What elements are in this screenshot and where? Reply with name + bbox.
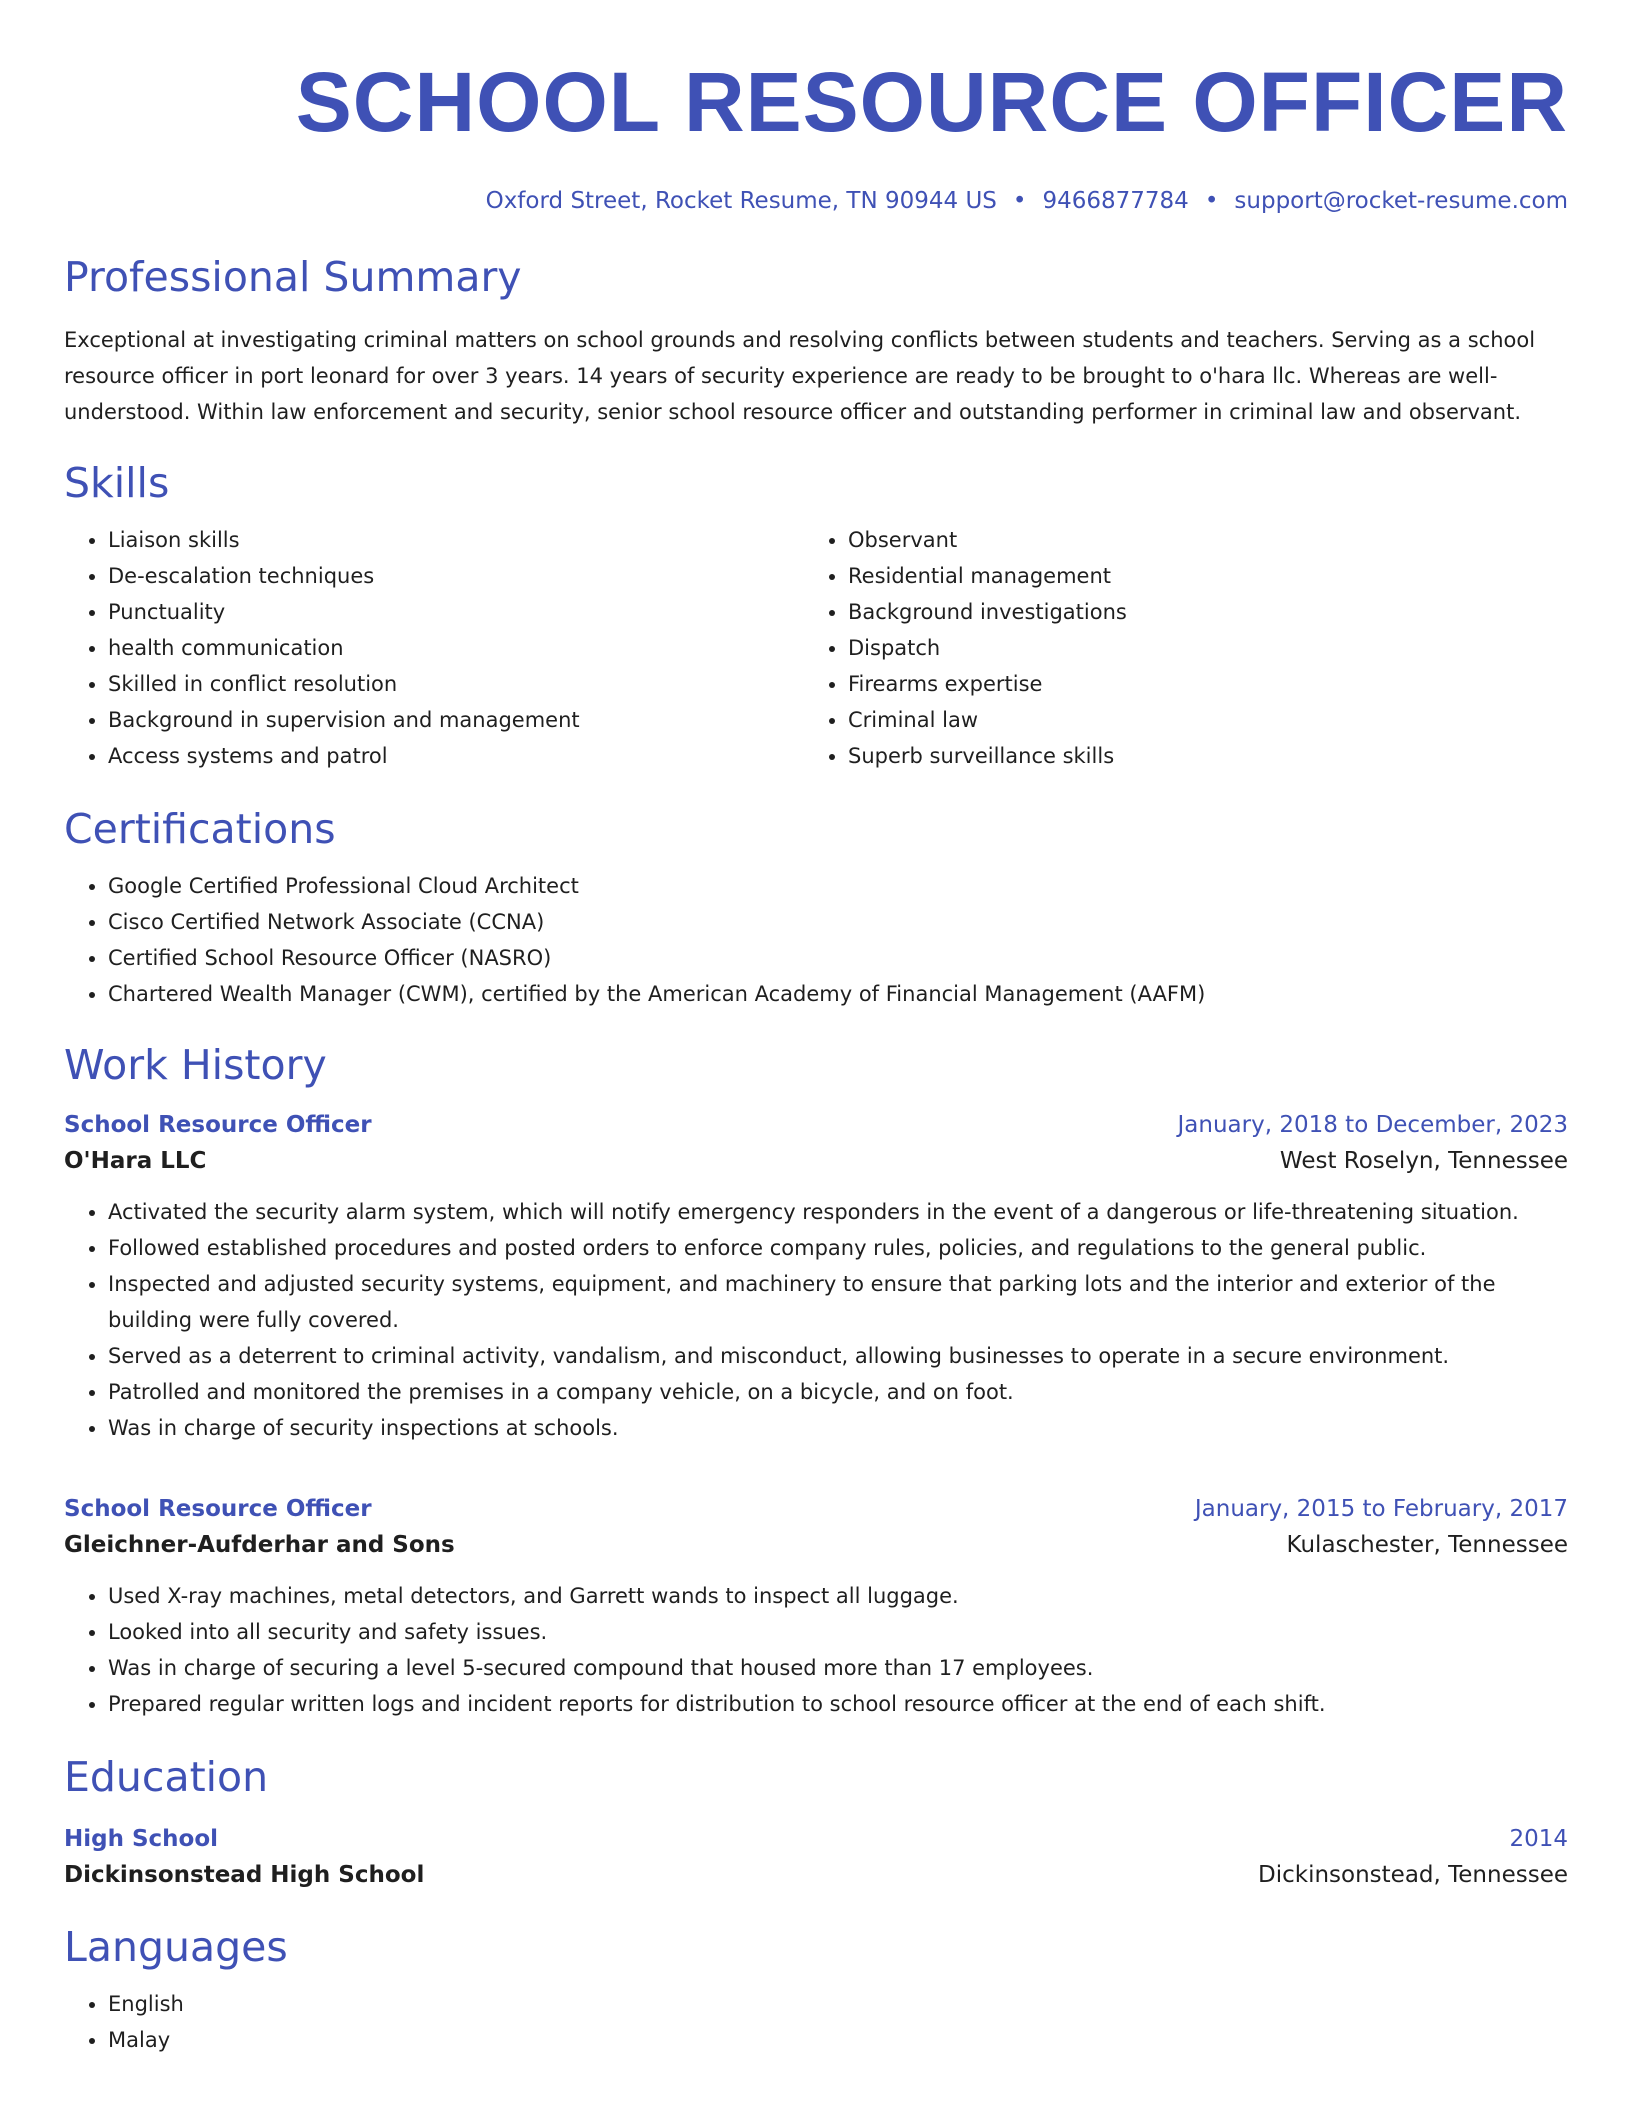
education-degree: High School — [64, 1826, 219, 1852]
job-bullet: • Patrolled and monitored the premises in a company vehicle, on a bicycle, and on foot. — [108, 1374, 1568, 1410]
job-bullet: • Was in charge of security inspections at schools. — [108, 1410, 1568, 1446]
section-title-education: Education — [64, 1753, 269, 1801]
section-title-summary: Professional Summary — [64, 253, 522, 301]
job-bullet: • Inspected and adjusted security systems, equipment, and machinery to ensure that parking lots and the interior and exterior of the building were fully covered. — [108, 1266, 1568, 1338]
skill-item: • De-escalation techniques — [108, 558, 804, 594]
section-education — [64, 1752, 1568, 1894]
contact-address: Oxford Street, Rocket Resume, TN 90944 US — [485, 188, 997, 214]
section-certifications — [64, 804, 1568, 1012]
section-skills — [64, 458, 1568, 774]
language-item: • Malay — [108, 2022, 1568, 2058]
summary-text: Exceptional at investigating criminal matters on school grounds and resolving conflicts between students and teachers. Serving as a school resource officer in port leonard for over 3 years. 14 years of security experience are ready to be brought to o'hara llc. Whereas are well-understood. Within law enforcement and security, senior school resource officer and outstanding performer in criminal law and observant. — [64, 328, 1536, 424]
job-bullet: • Activated the security alarm system, which will notify emergency responders in the event of a dangerous or life-threatening situation. — [108, 1194, 1568, 1230]
candidate-name: SCHOOL RESOURCE OFFICER — [295, 55, 1568, 149]
job-bullet: • Followed established procedures and posted orders to enforce company rules, policies, and regulations to the general public. — [108, 1230, 1568, 1266]
skill-item: • Background in supervision and management — [108, 702, 804, 738]
job-entry — [64, 1108, 1568, 1446]
job-title: School Resource Officer — [64, 1496, 372, 1522]
section-title-work-history: Work History — [64, 1041, 327, 1089]
job-bullet: • Used X-ray machines, metal detectors, and Garrett wands to inspect all luggage. — [108, 1578, 1568, 1614]
job-bullet: • Served as a deterrent to criminal activity, vandalism, and misconduct, allowing businesses to operate in a secure environment. — [108, 1338, 1568, 1374]
education-school: Dickinsonstead High School — [64, 1862, 425, 1888]
job-company: Gleichner-Aufderhar and Sons — [64, 1532, 455, 1558]
certification-item: • Chartered Wealth Manager (CWM), certified by the American Academy of Financial Management (AAFM) — [108, 976, 1568, 1012]
certification-item: • Certified School Resource Officer (NASRO) — [108, 940, 1568, 976]
skill-item: • Access systems and patrol — [108, 738, 804, 774]
section-title-languages: Languages — [64, 1923, 288, 1971]
skill-item: • Skilled in conflict resolution — [108, 666, 804, 702]
certification-item: • Cisco Certified Network Associate (CCNA) — [108, 904, 1568, 940]
skill-item: • health communication — [108, 630, 804, 666]
section-professional-summary — [64, 252, 1568, 430]
skill-item: • Liaison skills — [108, 522, 804, 558]
job-entry — [64, 1492, 1568, 1722]
skill-item: • Residential management — [848, 558, 1544, 594]
job-bullet: • Prepared regular written logs and incident reports for distribution to school resource officer at the end of each shift. — [108, 1686, 1568, 1722]
job-location: West Roselyn, Tennessee — [1279, 1148, 1568, 1174]
education-entry — [64, 1822, 1568, 1894]
skill-item: • Punctuality — [108, 594, 804, 630]
job-location: Kulaschester, Tennessee — [1286, 1532, 1568, 1558]
job-dates: January, 2015 to February, 2017 — [1194, 1496, 1568, 1522]
skill-item: • Background investigations — [848, 594, 1544, 630]
section-title-skills: Skills — [64, 459, 170, 507]
skill-item: • Superb surveillance skills — [848, 738, 1544, 774]
contact-separator: • — [1012, 188, 1027, 214]
skill-item: • Criminal law — [848, 702, 1544, 738]
skills-columns — [64, 522, 1568, 774]
resume-header — [64, 50, 1568, 216]
education-location: Dickinsonstead, Tennessee — [1258, 1862, 1568, 1888]
section-languages — [64, 1922, 1568, 2058]
job-bullet: • Was in charge of securing a level 5-secured compound that housed more than 17 employees. — [108, 1650, 1568, 1686]
skill-item: • Observant — [848, 522, 1544, 558]
job-company: O'Hara LLC — [64, 1148, 207, 1174]
language-item: • English — [108, 1986, 1568, 2022]
section-work-history — [64, 1040, 1568, 1722]
skill-item: • Dispatch — [848, 630, 1544, 666]
job-bullet: • Looked into all security and safety issues. — [108, 1614, 1568, 1650]
contact-email[interactable]: support@rocket-resume.com — [1234, 188, 1568, 214]
skills-column-right — [804, 522, 1544, 774]
section-title-certifications: Certifications — [64, 805, 336, 853]
contact-phone: 9466877784 — [1042, 188, 1189, 214]
skills-column-left — [64, 522, 804, 774]
certification-item: • Google Certified Professional Cloud Architect — [108, 868, 1568, 904]
skill-item: • Firearms expertise — [848, 666, 1544, 702]
contact-separator: • — [1204, 188, 1219, 214]
job-dates: January, 2018 to December, 2023 — [1177, 1112, 1568, 1138]
job-title: School Resource Officer — [64, 1112, 372, 1138]
contact-line — [64, 186, 1568, 216]
education-year: 2014 — [1509, 1826, 1568, 1852]
